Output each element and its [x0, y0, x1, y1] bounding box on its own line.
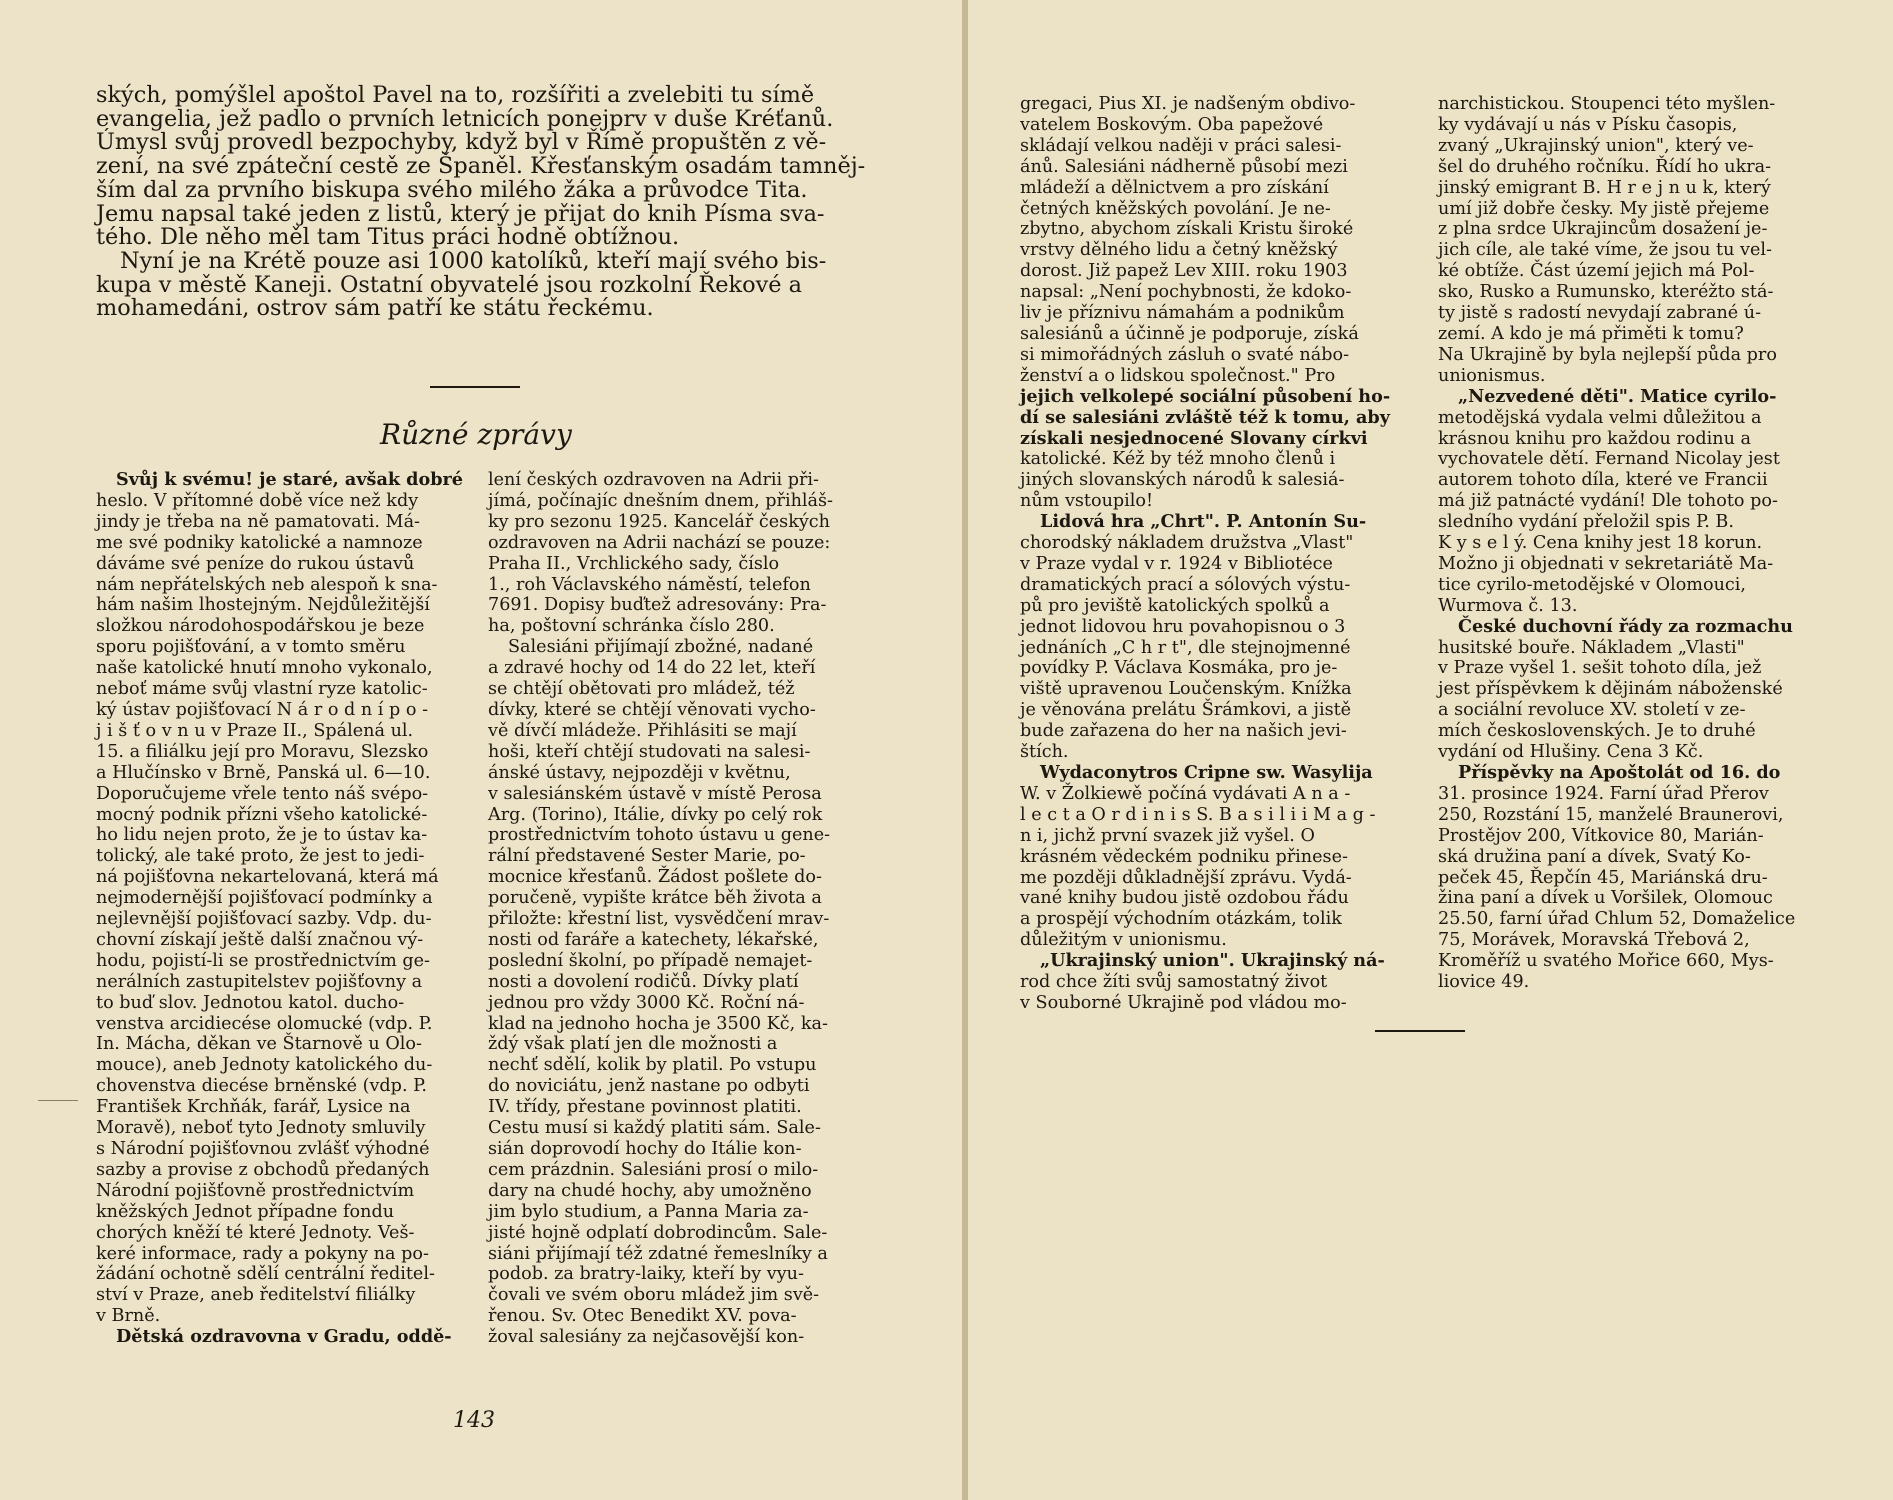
text-line: ho lidu nejen proto, že je to ústav ka-	[96, 825, 428, 846]
text-line: rod chce žíti svůj samostatný život	[1020, 972, 1328, 993]
text-line: jiných slovanských národů k salesiá-	[1020, 470, 1345, 491]
text-line: ké obtíže. Část území jejich má Pol-	[1438, 261, 1755, 282]
text-line: liv je příznivu námahám a podnikům	[1020, 303, 1345, 324]
text-line: me později důkladnější zprávu. Vydá-	[1020, 867, 1352, 888]
text-line: Arg. (Torino), Itálie, dívky po celý rok	[488, 804, 823, 825]
text-line	[1438, 387, 1795, 408]
text-line: Cestu musí si každý platiti sám. Sale-	[488, 1118, 821, 1139]
text-line: povídky P. Václava Kosmáka, pro je-	[1020, 658, 1338, 679]
text-line: ských, pomýšlel apoštol Pavel na to, rozšířiti a zvelebiti tu símě	[96, 82, 815, 108]
text-line: v Praze vydal v r. 1924 v Bibliotéce	[1020, 553, 1333, 574]
text-line: kupa v městě Kaneji. Ostatní obyvatelé jsou rozkolní Řekové a	[96, 271, 802, 298]
text-line: sledního vydání přeložil spis P. B.	[1438, 512, 1734, 533]
text-line: ánů. Salesiáni nádherně působí mezi	[1020, 156, 1348, 177]
article-lead: Lidová hra „Chrt". P. Antonín Su-	[1040, 511, 1367, 533]
text-line: salesiánů a účinně je podporuje, získá	[1020, 323, 1359, 344]
text-line: nechť sdělí, kolik by platil. Po vstupu	[488, 1055, 817, 1076]
text-line: ký ústav pojišťovací N á r o d n í p o -	[96, 699, 429, 720]
bold-text: dí se salesiáni zvláště též k tomu, aby	[1020, 406, 1390, 428]
text-line: Praha II., Vrchlického sady, číslo	[488, 553, 780, 574]
section-heading: Různé zprávy	[380, 418, 572, 451]
text-line: to buď slov. Jednotou katol. ducho-	[96, 992, 405, 1013]
text-line: z plna srdce Ukrajincům dosažení je-	[1438, 219, 1768, 240]
right-column-2	[1438, 94, 1795, 993]
text-line	[96, 1327, 463, 1348]
left-column-1	[96, 470, 463, 1348]
text-line: venstva arcidiecése olomucké (vdp. P.	[96, 1013, 433, 1034]
text-line: l e c t a O r d i n i s S. B a s i l i i M a g -	[1020, 804, 1376, 825]
text-line: nejmodernější pojišťovací podmínky a	[96, 888, 433, 909]
text-line: jednou pro vždy 3000 Kč. Roční ná-	[488, 992, 805, 1013]
text-line: keré informace, rady a pokyny na po-	[96, 1243, 429, 1264]
text-line: se chtějí obětovati pro mládež, též	[488, 679, 795, 700]
text-line: zemí. A kdo je má přiměti k tomu?	[1438, 323, 1744, 344]
section-divider	[430, 386, 520, 388]
text-line: Moravě), neboť tyto Jednoty smluvily	[96, 1118, 426, 1139]
text-line: v Souborné Ukrajině pod vládou mo-	[1020, 992, 1347, 1013]
text-line: mládeží a dělnictvem a pro získání	[1020, 177, 1329, 198]
text-line: dary na chudé hochy, aby umožněno	[488, 1180, 812, 1201]
text-line: tolický, ale také proto, že jest to jedi-	[96, 846, 425, 867]
text-line: kněžských Jednot případne fondu	[96, 1201, 395, 1222]
text-line: dorost. Již papež Lev XIII. roku 1903	[1020, 261, 1348, 282]
text-line: lení českých ozdravoven na Adrii při-	[488, 470, 819, 490]
article-lead: Dětská ozdravovna v Gradu, oddě-	[116, 1326, 452, 1348]
text-line: peček 45, Řepčín 45, Mariánská dru-	[1438, 867, 1768, 888]
text-line: do noviciátu, jenž nastane po odbyti	[488, 1076, 810, 1097]
text-line: čovali ve svém oboru mládež jim svě-	[488, 1285, 820, 1306]
text-line: Jemu napsal také jeden z listů, který je přijat do knih Písma sva-	[96, 200, 825, 227]
text-line: četných kněžských povolání. Je ne-	[1020, 198, 1331, 219]
text-line: v salesiánském ústavě v místě Perosa	[488, 783, 822, 804]
text-line	[1020, 512, 1390, 533]
text-line: sián doprovodí hochy do Itálie kon-	[488, 1139, 802, 1159]
bold-text: získali nesjednocené Slovany církvi	[1020, 427, 1368, 449]
text-line: evangelia, jež padlo o prvních letnicích ponejprv v duše Kréťanů.	[96, 105, 834, 132]
text-line: jindy je třeba na ně pamatovati. Má-	[96, 511, 420, 532]
text-line: šel do druhého ročníku. Řídí ho ukra-	[1438, 156, 1772, 177]
text-line: Národní pojišťovně prostřednictvím	[96, 1180, 415, 1201]
text-line: Salesiáni přijímají zbožné, nadané	[508, 637, 814, 658]
text-line	[1438, 617, 1795, 638]
text-line: siáni přijímají též zdatné řemeslníky a	[488, 1243, 828, 1264]
text-line: bude zařazena do her na našich jevi-	[1020, 721, 1347, 742]
text-line: vydání od Hlušiny. Cena 3 Kč.	[1438, 742, 1704, 763]
text-line: tice cyrilo-metodějské v Olomouci,	[1438, 574, 1746, 595]
text-line: ozdravoven na Adrii nachází se pouze:	[488, 532, 831, 553]
text-line: Možno ji objednati v sekretariátě Ma-	[1438, 553, 1774, 574]
text-line: vatelem Boskovým. Oba papežové	[1020, 114, 1324, 135]
text-line: zení, na své zpáteční cestě ze Španěl. Křesťanským osadám tamněj-	[96, 153, 866, 180]
text-line: jímá, počínajíc dnešním dnem, přihláš-	[488, 490, 833, 511]
text-line: jim bylo studium, a Panna Maria za-	[488, 1201, 809, 1222]
page-number: 143	[453, 1408, 495, 1433]
text-line: cem prázdnin. Salesiáni prosí o milo-	[488, 1159, 819, 1180]
text-line: podob. za bratry-laiky, kteří by vyu-	[488, 1264, 804, 1285]
left-column-2	[488, 470, 833, 1348]
text-line: je věnována prelátu Šrámkovi, a jistě	[1020, 700, 1352, 721]
text-line: viště upravenou Loučenským. Knížka	[1020, 679, 1352, 700]
bold-text: jejich velkolepé sociální působení ho-	[1020, 385, 1391, 407]
text-line: v Brně.	[96, 1306, 161, 1327]
text-line: jisté hojně odplatí dobrodincům. Sale-	[488, 1222, 828, 1243]
text-line: vychovatele dětí. Fernand Nicolay jest	[1438, 449, 1780, 470]
text-line: In. Mácha, děkan ve Štarnově u Olo-	[96, 1034, 422, 1055]
right-page	[968, 0, 1893, 1500]
text-line: unionismus.	[1438, 365, 1546, 386]
text-line: umí již dobře česky. My jistě přejeme	[1438, 198, 1770, 219]
text-line: hoši, kteří chtějí studovati na salesi-	[488, 741, 811, 762]
text-line: j i š ť o v n u v Praze II., Spálená ul.	[96, 720, 414, 741]
text-line: mích československých. Je to druhé	[1438, 721, 1756, 742]
text-line: přiložte: křestní list, vysvědčení mrav-	[488, 909, 830, 930]
text-line: sko, Rusko a Rumunsko, kteréžto stá-	[1438, 282, 1774, 303]
text-line: napsal: „Není pochybnosti, že kdoko-	[1020, 282, 1352, 303]
text-line: má již patnácté vydání! Dle tohoto po-	[1438, 491, 1778, 512]
text-line: chovní získají ještě další značnou vý-	[96, 929, 424, 950]
text-line: 1., roh Václavského náměstí, telefon	[488, 574, 811, 595]
text-line: ánské ústavy, nejpozději v květnu,	[488, 762, 791, 783]
article-lead: Příspěvky na Apoštolát od 16. do	[1458, 762, 1781, 783]
text-line: a zdravé hochy od 14 do 22 let, kteří	[488, 658, 816, 679]
right-column-1	[1020, 94, 1390, 1014]
text-line: heslo. V přítomné době více než kdy	[96, 490, 419, 511]
text-line: v Praze vyšel 1. sešit tohoto díla, jež	[1438, 658, 1762, 679]
text-line: s Národní pojišťovnou zvlášť výhodné	[96, 1139, 430, 1159]
text-line: nám nepřátelských neb alespoň k sna-	[96, 574, 438, 595]
text-line: nerálních zastupitelstev pojišťovny a	[96, 971, 423, 992]
text-line: si mimořádných zásluh o svaté nábo-	[1020, 344, 1350, 365]
text-line: Prostějov 200, Vítkovice 80, Marián-	[1438, 825, 1764, 846]
text-line: Úmysl svůj provedl bezpochyby, když byl v Římě propuštěn z vě-	[96, 129, 827, 156]
text-line: krásnou knihu pro každou rodinu a	[1438, 428, 1752, 449]
text-line: me své podniky katolické a namnoze	[96, 532, 423, 553]
text-line: žoval salesiány za nejčasovější kon-	[488, 1327, 805, 1348]
text-line: W. v Žolkiewě počíná vydávati A n a -	[1020, 783, 1351, 804]
text-line: 25.50, farní úřad Chlum 52, Domaželice	[1438, 909, 1796, 930]
text-line: ším dal za prvního biskupa svého milého žáka a průvodce Tita.	[96, 176, 808, 203]
end-divider	[1375, 1030, 1465, 1032]
text-line: ská družina paní a dívek, Svatý Ko-	[1438, 846, 1751, 867]
text-line: liovice 49.	[1438, 972, 1530, 993]
text-line	[1020, 408, 1390, 429]
text-line: zbytno, abychom získali Kristu široké	[1020, 219, 1354, 240]
text-line: autorem tohoto díla, které ve Francii	[1438, 470, 1768, 491]
text-line: ty jistě s radostí nevydají zabrané ú-	[1438, 303, 1762, 324]
text-line: dáváme své peníze do rukou ústavů	[96, 553, 415, 574]
text-line: žina paní a dívek u Voršilek, Olomouc	[1438, 888, 1773, 909]
text-line: mohamedáni, ostrov sám patří ke státu řeckému.	[96, 295, 654, 322]
text-line: jich cíle, ale také víme, že jsou tu vel-	[1438, 240, 1772, 261]
text-line: důležitým v unionismu.	[1020, 930, 1227, 951]
text-line: a prospějí východním otázkám, tolik	[1020, 909, 1342, 930]
text-line: neboť máme svůj vlastní ryze katolic-	[96, 679, 428, 700]
text-line: Nyní je na Krétě pouze asi 1000 katolíků, kteří mají svého bis-	[120, 247, 827, 274]
text-line	[1020, 763, 1390, 784]
text-line: František Krchňák, farář, Lysice na	[96, 1097, 411, 1118]
article-lead: „Ukrajinský union". Ukrajinský ná-	[1040, 950, 1385, 972]
text-line: dramatických prací a sólových výstu-	[1020, 574, 1351, 595]
text-line: mocný podnik přízni všeho katolické-	[96, 804, 428, 825]
text-line: n i, jichž první svazek již vyšel. O	[1020, 825, 1315, 846]
article-lead: Wydaconytros Cripne sw. Wasylija	[1040, 762, 1373, 783]
text-line: Kroměříž u svatého Mořice 660, Mys-	[1438, 951, 1774, 972]
text-line: zvaný „Ukrajinský union", který ve-	[1438, 135, 1754, 156]
text-line: jest příspěvkem k dějinám náboženské	[1438, 679, 1783, 700]
text-line: metodějská vydala velmi důležitou a	[1438, 407, 1762, 428]
text-line: 31. prosince 1924. Farní úřad Přerov	[1438, 783, 1769, 804]
text-line: skládají velkou naději v práci salesi-	[1020, 135, 1342, 156]
text-line: sazby a provise z obchodů předaných	[96, 1159, 430, 1180]
text-line	[1438, 763, 1795, 784]
text-line: IV. třídy, přestane povinnost platiti.	[488, 1097, 802, 1118]
text-line: hám našim lhostejným. Nejdůležitější	[96, 595, 430, 616]
text-line: a sociální revoluce XV. století v ze-	[1438, 700, 1746, 721]
text-line: mocnice křesťanů. Žádost pošlete do-	[488, 867, 822, 888]
text-line: ky pro sezonu 1925. Kancelář českých	[488, 511, 830, 532]
text-line	[1020, 387, 1390, 408]
text-line: krásném vědeckém podniku přinese-	[1020, 846, 1348, 867]
text-line: husitské bouře. Nákladem „Vlasti"	[1438, 637, 1745, 658]
text-line: 250, Rozstání 15, manželé Braunerovi,	[1438, 804, 1784, 825]
text-line: ždý však platí jen dle možnosti a	[488, 1034, 778, 1055]
text-line: dívky, které se chtějí věnovati vycho-	[488, 699, 816, 720]
text-line: štích.	[1020, 742, 1069, 763]
text-line: narchistickou. Stoupenci této myšlen-	[1438, 94, 1776, 114]
text-line: katolické. Kéž by též mnoho členů i	[1020, 449, 1336, 470]
text-line: jednáních „C h r t", dle stejnojmenné	[1020, 637, 1351, 658]
text-line: ženství a o lidskou společnost." Pro	[1020, 365, 1336, 386]
text-line: Wurmova č. 13.	[1438, 595, 1578, 616]
intro-text	[96, 82, 866, 322]
text-line: mouce), aneb Jednoty katolického du-	[96, 1055, 433, 1076]
article-lead: Svůj k svému! je staré, avšak dobré	[116, 469, 463, 490]
text-line: ha, poštovní schránka číslo 280.	[488, 616, 775, 637]
text-line: vrstvy dělného lidu a četný kněžský	[1020, 240, 1338, 261]
text-line: nům vstoupilo!	[1020, 491, 1154, 512]
text-line: naše katolické hnutí mnoho vykonalo,	[96, 658, 433, 679]
text-line: 75, Morávek, Moravská Třebová 2,	[1438, 930, 1750, 951]
text-line: vě dívčí mládeže. Přihlásiti se mají	[488, 720, 797, 741]
text-line: ství v Praze, aneb ředitelství filiálky	[96, 1285, 416, 1306]
text-line: K y s e l ý. Cena knihy jest 18 korun.	[1438, 533, 1763, 554]
text-line: řenou. Sv. Otec Benedikt XV. pova-	[488, 1306, 797, 1327]
text-line: jednot lidovou hru povahopisnou o 3	[1020, 616, 1346, 637]
text-line: ky vydávají u nás v Písku časopis,	[1438, 114, 1738, 135]
text-line: Na Ukrajině by byla nejlepší půda pro	[1438, 344, 1777, 365]
text-line: 7691. Dopisy buďtež adresovány: Pra-	[488, 595, 827, 616]
text-line: nejlevnější pojišťovací sazby. Vdp. du-	[96, 909, 432, 930]
text-line: poručeně, vypište krátce běh života a	[488, 888, 822, 909]
text-line: rální představené Sester Marie, po-	[488, 846, 806, 867]
text-line: nosti od faráře a katechety, lékařské,	[488, 929, 819, 950]
text-line: chovenstva diecése brněnské (vdp. P.	[96, 1076, 427, 1097]
text-line: a Hlučínsko v Brně, Panská ul. 6—10.	[96, 762, 431, 783]
text-line: vané knihy budou jistě ozdobou řádu	[1020, 888, 1349, 909]
article-lead: „Nezvedené děti". Matice cyrilo-	[1458, 385, 1777, 407]
text-line: prostřednictvím tohoto ústavu u gene-	[488, 825, 831, 846]
text-line: ná pojišťovna nekartelovaná, která má	[96, 867, 439, 888]
text-line: sporu pojišťování, a v tomto směru	[96, 637, 406, 658]
article-lead: České duchovní řády za rozmachu	[1458, 615, 1793, 637]
text-line: chorodský nákladem družstva „Vlast"	[1020, 533, 1354, 554]
text-line: Doporučujeme vřele tento náš svépo-	[96, 783, 429, 804]
text-line	[96, 470, 463, 491]
text-line: chorých kněží té které Jednoty. Veš-	[96, 1222, 415, 1243]
margin-mark	[38, 1100, 78, 1101]
text-line	[1020, 429, 1390, 450]
text-line: jinský emigrant B. H r e j n u k, který	[1438, 177, 1771, 198]
text-line: žádání ochotně sdělí centrální ředitel-	[96, 1264, 435, 1285]
text-line: poslední školní, po případě nemajet-	[488, 950, 813, 971]
text-line: hodu, pojistí-li se prostřednictvím ge-	[96, 950, 430, 971]
text-line	[1020, 951, 1390, 972]
text-line: tého. Dle něho měl tam Titus práci hodně obtížnou.	[96, 224, 680, 251]
text-line: klad na jednoho hocha je 3500 Kč, ka-	[488, 1013, 828, 1034]
text-line: pů pro jeviště katolických spolků a	[1020, 595, 1330, 616]
text-line: gregaci, Pius XI. je nadšeným obdivo-	[1020, 94, 1356, 114]
text-line: složkou národohospodářskou je beze	[96, 616, 425, 637]
text-line: 15. a filiálku její pro Moravu, Slezsko	[96, 741, 429, 762]
text-line: nosti a dovolení rodičů. Dívky platí	[488, 971, 799, 992]
